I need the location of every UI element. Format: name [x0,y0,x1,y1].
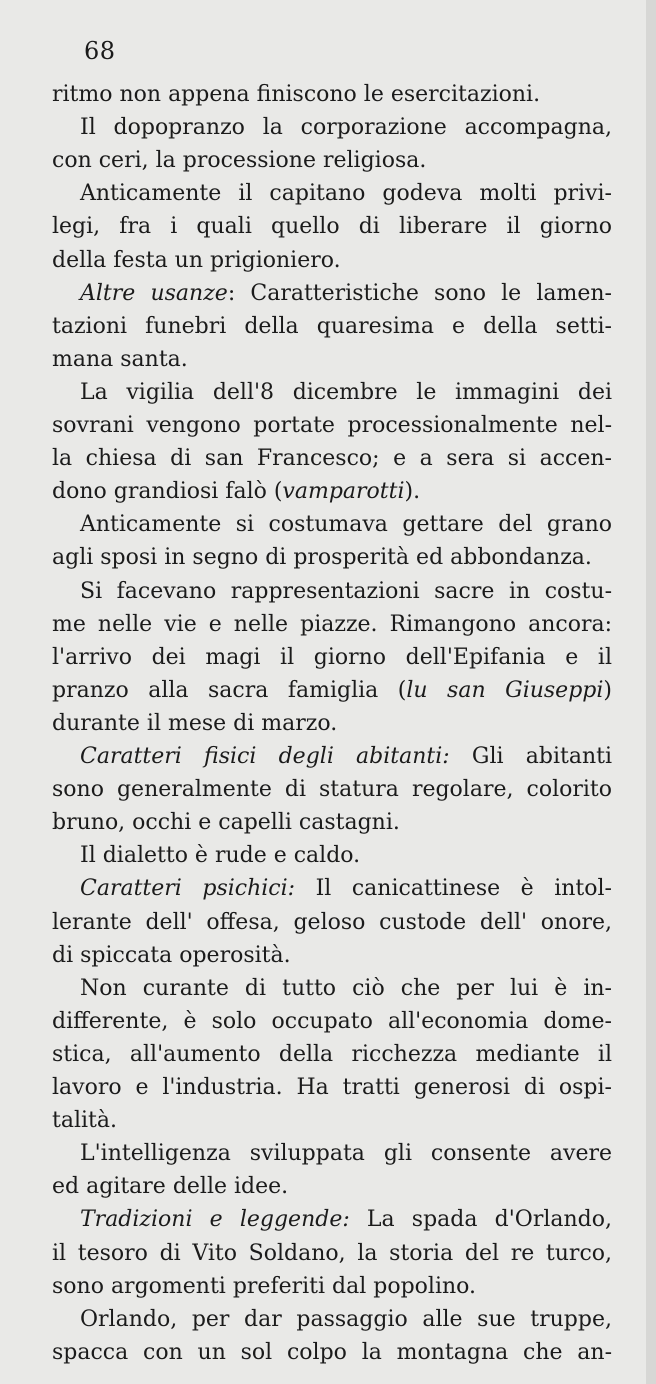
line-text-after: ) [603,677,613,703]
line-text: pranzo alla sacra famiglia ( [52,677,407,703]
text-line [80,279,612,309]
text-line [52,941,612,971]
line-text: sono argomenti preferiti dal popolino. [52,1273,477,1299]
text-line [52,477,612,507]
line-text-after: ). [404,479,421,505]
text-line [80,378,612,408]
section-heading: Tradizioni e leggende: [80,1207,350,1233]
line-text: Non curante di tutto ciò che per lui è in- [80,975,612,1001]
text-line [80,1205,612,1235]
italic-term: lu san Giuseppi [406,677,604,703]
text-line [52,1172,612,1202]
line-text: Orlando, per dar passaggio alle sue truppe, [80,1306,612,1332]
text-line [80,874,612,904]
text-line [52,1106,612,1136]
text-line [80,1139,612,1169]
text-line [80,113,612,143]
text-line [52,1040,612,1070]
text-line [80,974,612,1004]
line-text: lavoro e l'industria. Ha tratti generosi di ospi- [52,1075,612,1100]
text-line [80,510,612,540]
text-line [52,80,612,110]
text-line [52,775,612,805]
text-line [52,1239,612,1269]
line-text: legi, fra i quali quello di liberare il giorno [52,214,612,240]
line-text: mana santa. [52,346,188,372]
text-line [80,1305,612,1335]
line-text: della festa un prigioniero. [52,247,341,273]
section-heading: Caratteri psichici: [80,876,296,902]
text-line [52,676,612,706]
line-text: La spada d'Orlando, [349,1207,612,1233]
text-line [52,212,612,242]
line-text: durante il mese di marzo. [52,710,338,736]
text-line [52,1338,612,1368]
text-line [52,444,612,474]
line-text: sovrani vengono portate processionalmente nel- [52,413,612,438]
line-text: bruno, occhi e capelli castagni. [52,810,400,836]
text-line [52,345,612,375]
text-line [52,908,612,938]
line-text: spacca con un sol colpo la montagna che an- [52,1339,612,1365]
text-line [52,1007,612,1037]
line-text: differente, è solo occupato all'economia dome- [52,1008,612,1034]
text-line [52,411,612,441]
text-line [52,246,612,276]
section-heading: Altre usanze [80,280,228,306]
text-line [80,742,612,772]
text-line [52,709,612,739]
text-line [52,643,612,673]
line-text: ed agitare delle idee. [52,1174,289,1200]
line-text: dono grandiosi falò ( [52,479,283,505]
line-text: agli sposi in segno di prosperità ed abbondanza. [52,545,592,571]
line-text: Anticamente il capitano godeva molti privi- [80,181,612,207]
text-line [52,146,612,176]
line-text: ritmo non appena finiscono le esercitazioni. [52,82,541,107]
line-text: Si facevano rappresentazioni sacre in costu- [80,578,612,604]
text-line [52,610,612,640]
page-edge-shadow [646,0,656,1384]
line-text: talità. [52,1108,117,1134]
line-text: : Caratteristiche sono le lamen- [227,280,612,306]
text-line [52,543,612,573]
line-text: tazioni funebri della quaresima e della setti- [52,313,612,339]
italic-term: vamparotti [282,479,405,505]
text-line [52,312,612,342]
text-line [80,841,612,871]
line-text: Gli abitanti [449,744,612,769]
line-text: lerante dell' offesa, geloso custode dell' onore, [52,909,612,935]
text-line [52,1073,612,1103]
line-text: stica, all'aumento della ricchezza mediante il [52,1041,612,1067]
line-text: l'arrivo dei magi il giorno dell'Epifania e il [52,644,612,670]
line-text: la chiesa di san Francesco; e a sera si accen- [52,446,612,472]
section-heading: Caratteri fisici degli abitanti: [80,744,450,769]
line-text: Il canicattinese è intol- [295,876,612,902]
line-text: il tesoro di Vito Soldano, la storia del re turco, [52,1240,612,1266]
page-number: 68 [84,37,116,65]
line-text: Il dopopranzo la corporazione accompagna, [80,115,612,141]
line-text: La vigilia dell'8 dicembre le immagini dei [80,379,612,405]
line-text: me nelle vie e nelle piazze. Rimangono ancora: [52,611,612,637]
line-text: Il dialetto è rude e caldo. [80,843,361,869]
line-text: sono generalmente di statura regolare, colorito [52,777,612,803]
text-line [80,577,612,607]
text-line [80,179,612,209]
text-line [52,808,612,838]
line-text: di spiccata operosità. [52,942,291,968]
line-text: L'intelligenza sviluppata gli consente avere [80,1141,612,1167]
text-line [52,1272,612,1302]
line-text: Anticamente si costumava gettare del grano [80,512,612,538]
line-text: con ceri, la processione religiosa. [52,148,427,174]
